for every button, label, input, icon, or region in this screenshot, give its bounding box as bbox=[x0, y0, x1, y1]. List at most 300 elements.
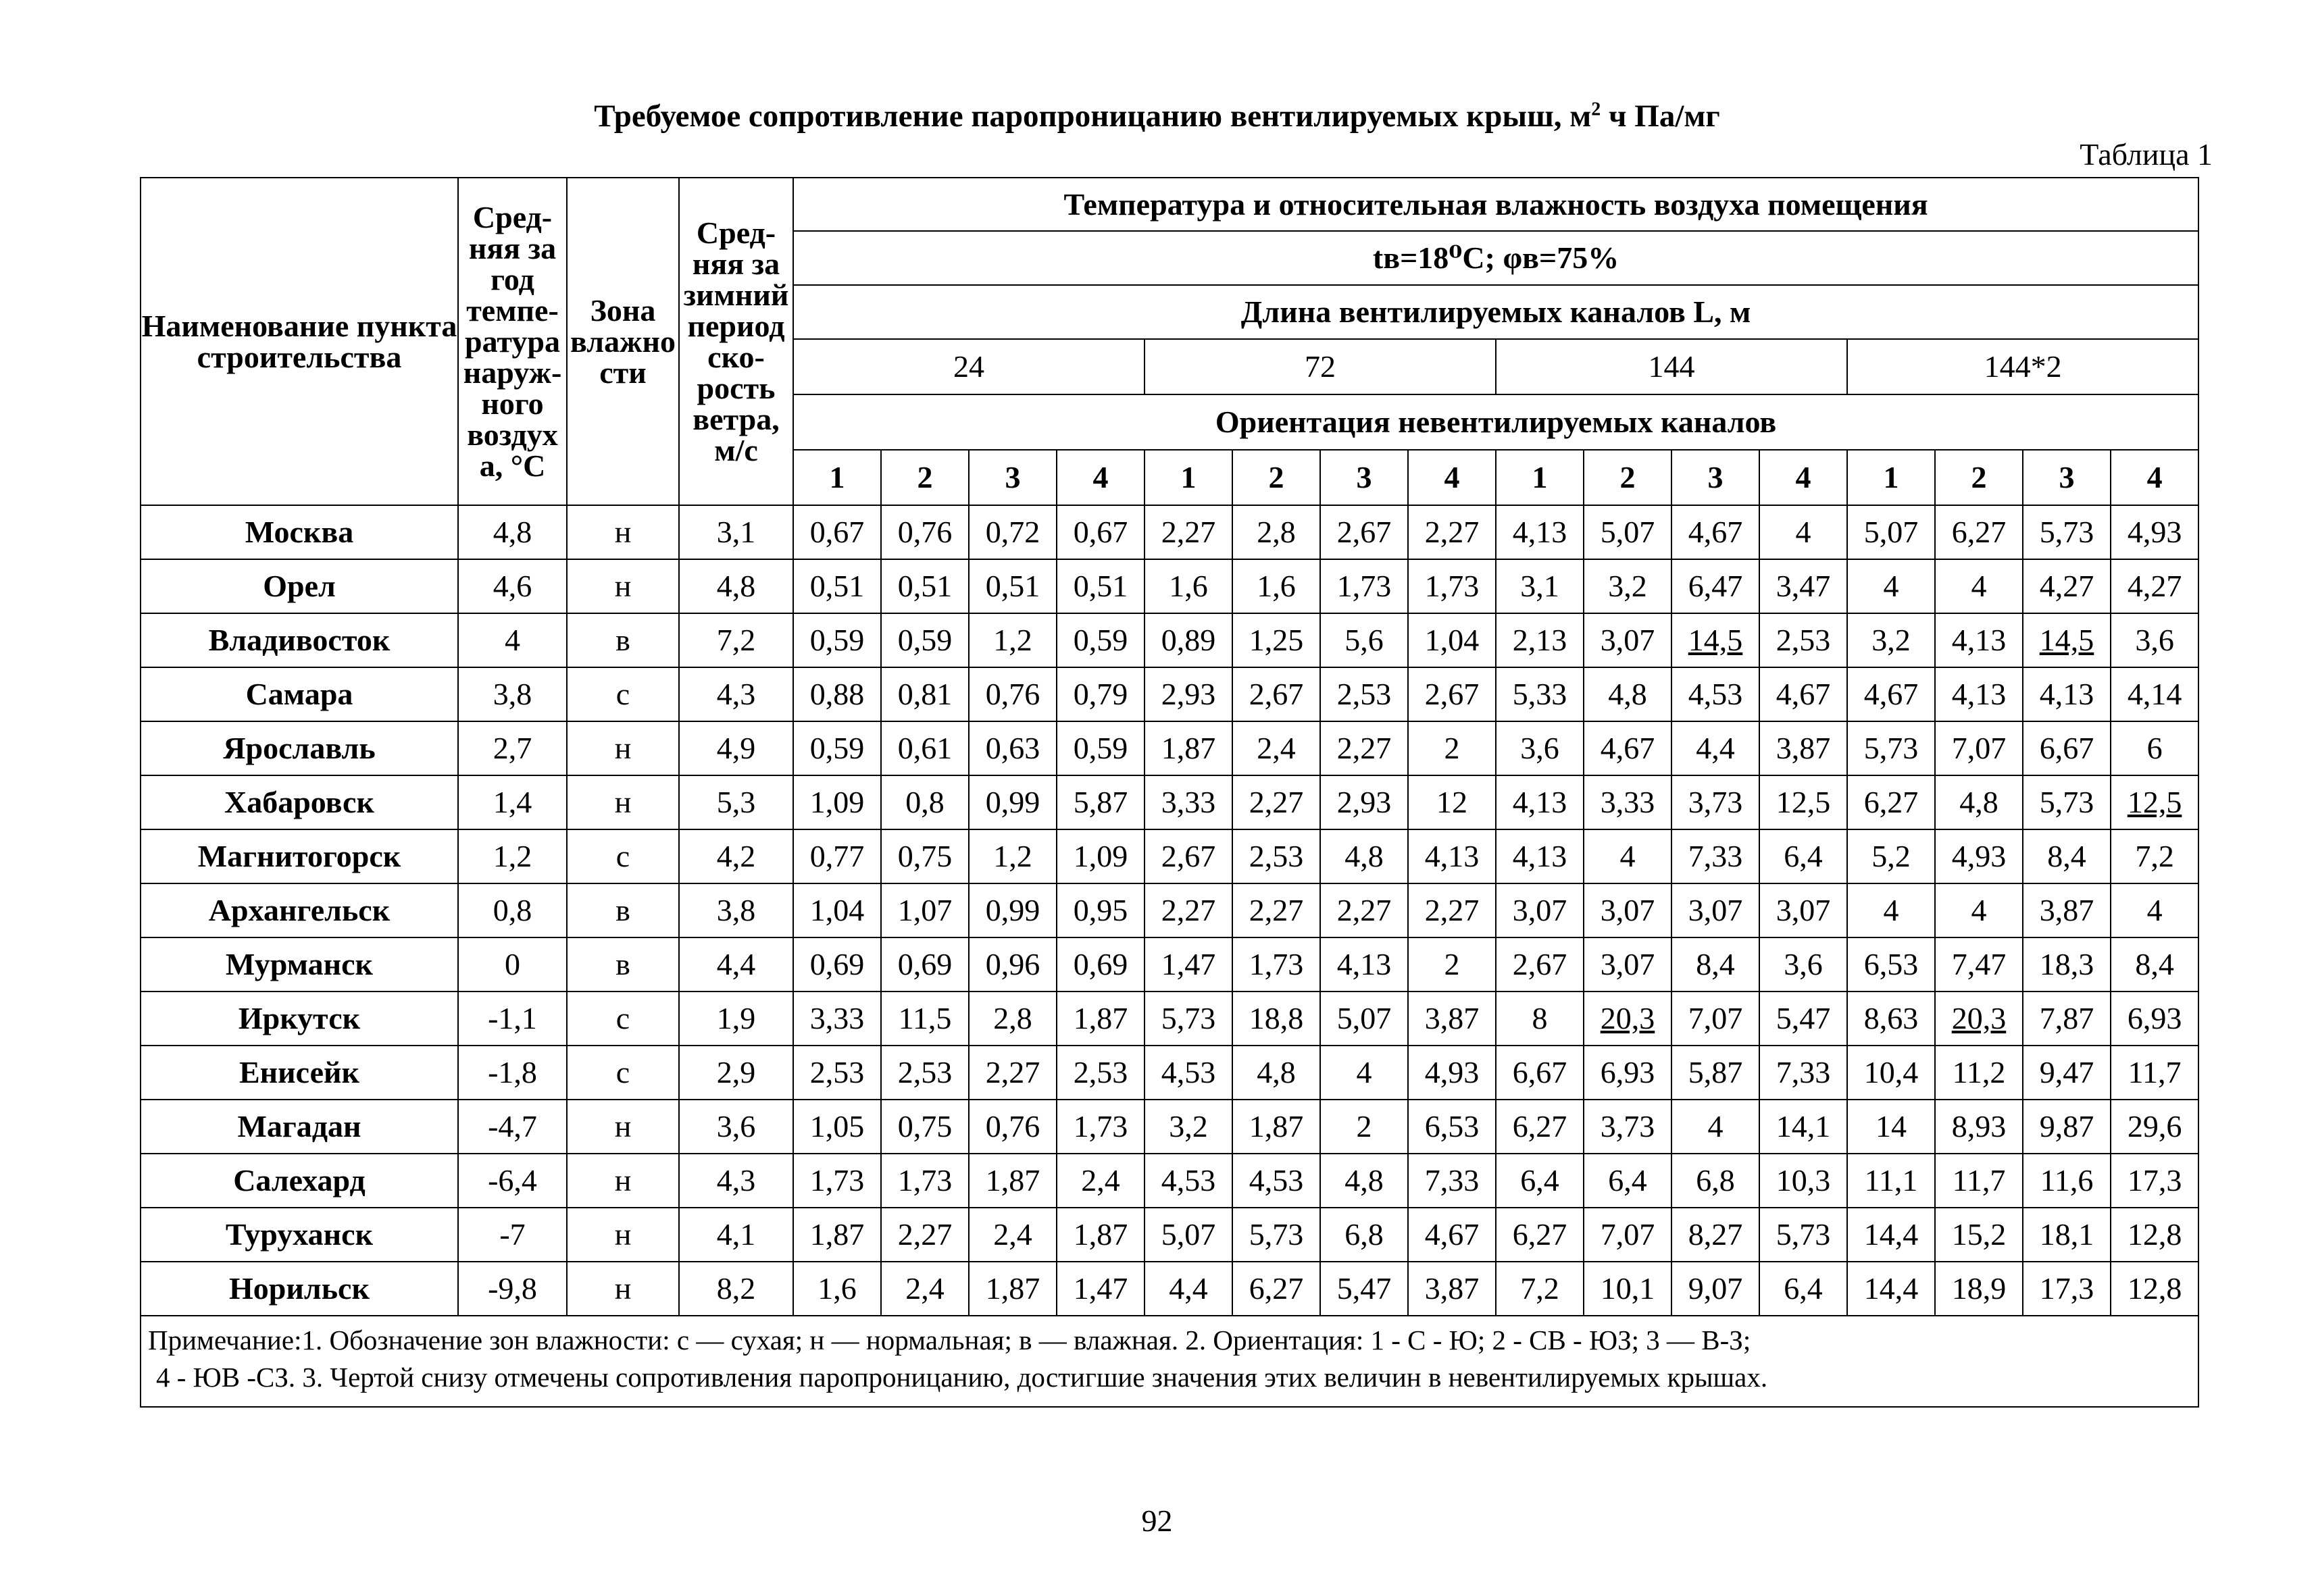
resistance-value: 3,07 bbox=[1759, 883, 1847, 937]
city-name: Магадан bbox=[141, 1100, 458, 1154]
resistance-value: 1,73 bbox=[793, 1154, 881, 1208]
resistance-value: 1,73 bbox=[1232, 937, 1320, 992]
resistance-value: 7,07 bbox=[1671, 992, 1759, 1046]
humidity-zone: н bbox=[567, 721, 679, 775]
city-name: Ярославль bbox=[141, 721, 458, 775]
resistance-value: 6,8 bbox=[1671, 1154, 1759, 1208]
resistance-value: 8,93 bbox=[1935, 1100, 2023, 1154]
resistance-value: 4 bbox=[1935, 559, 2023, 613]
resistance-value: 6 bbox=[2111, 721, 2198, 775]
orientation-number: 2 bbox=[1232, 450, 1320, 505]
resistance-value: 2,4 bbox=[881, 1262, 969, 1316]
city-name: Орел bbox=[141, 559, 458, 613]
resistance-value: 1,87 bbox=[1232, 1100, 1320, 1154]
resistance-value: 0,67 bbox=[1057, 505, 1145, 559]
resistance-value: 2,27 bbox=[881, 1208, 969, 1262]
resistance-value: 5,6 bbox=[1320, 613, 1408, 667]
resistance-value: 4,27 bbox=[2023, 559, 2111, 613]
resistance-value: 11,7 bbox=[2111, 1046, 2198, 1100]
resistance-value: 3,73 bbox=[1671, 775, 1759, 829]
resistance-value: 3,47 bbox=[1759, 559, 1847, 613]
humidity-zone: в bbox=[567, 883, 679, 937]
resistance-value: 7,47 bbox=[1935, 937, 2023, 992]
orientation-number: 2 bbox=[1935, 450, 2023, 505]
header-mean-temp: Сред-няя за год темпе-ратура наруж-ного воздух а, °С bbox=[458, 178, 567, 505]
resistance-value: 4,8 bbox=[1935, 775, 2023, 829]
orientation-number: 4 bbox=[1759, 450, 1847, 505]
resistance-value: 29,6 bbox=[2111, 1100, 2198, 1154]
resistance-value: 14,4 bbox=[1847, 1208, 1935, 1262]
humidity-zone: в bbox=[567, 613, 679, 667]
resistance-value: 4 bbox=[1847, 883, 1935, 937]
resistance-value: 3,6 bbox=[1496, 721, 1584, 775]
resistance-value: 10,1 bbox=[1584, 1262, 1671, 1316]
table-row bbox=[141, 613, 2198, 667]
resistance-value: 4,4 bbox=[1671, 721, 1759, 775]
resistance-value: 2,67 bbox=[1408, 667, 1496, 721]
resistance-value: 4,53 bbox=[1145, 1046, 1232, 1100]
resistance-value: 6,4 bbox=[1759, 1262, 1847, 1316]
wind-speed: 4,3 bbox=[679, 667, 793, 721]
humidity-zone: н bbox=[567, 559, 679, 613]
resistance-value: 7,2 bbox=[1496, 1262, 1584, 1316]
resistance-value: 1,6 bbox=[1145, 559, 1232, 613]
resistance-value: 3,6 bbox=[2111, 613, 2198, 667]
resistance-value: 0,59 bbox=[793, 613, 881, 667]
resistance-value: 14,4 bbox=[1847, 1262, 1935, 1316]
resistance-value: 3,87 bbox=[1408, 1262, 1496, 1316]
mean-temperature: 3,8 bbox=[458, 667, 567, 721]
resistance-value: 1,73 bbox=[1057, 1100, 1145, 1154]
resistance-value: 2,67 bbox=[1496, 937, 1584, 992]
resistance-value: 11,6 bbox=[2023, 1154, 2111, 1208]
resistance-value: 2,27 bbox=[1320, 883, 1408, 937]
resistance-value: 0,67 bbox=[793, 505, 881, 559]
resistance-value: 0,75 bbox=[881, 829, 969, 883]
length-72: 72 bbox=[1145, 339, 1496, 394]
resistance-value: 11,2 bbox=[1935, 1046, 2023, 1100]
resistance-value: 2,67 bbox=[1320, 505, 1408, 559]
city-name: Хабаровск bbox=[141, 775, 458, 829]
header-orientation: Ориентация невентилируемых каналов bbox=[793, 394, 2198, 450]
wind-speed: 8,2 bbox=[679, 1262, 793, 1316]
resistance-value: 3,87 bbox=[1759, 721, 1847, 775]
resistance-value: 2,13 bbox=[1496, 613, 1584, 667]
mean-temperature: 1,4 bbox=[458, 775, 567, 829]
resistance-value: 8,63 bbox=[1847, 992, 1935, 1046]
resistance-value: 3,73 bbox=[1584, 1100, 1671, 1154]
table-title bbox=[0, 98, 2314, 134]
resistance-value: 1,04 bbox=[793, 883, 881, 937]
resistance-value: 2,53 bbox=[881, 1046, 969, 1100]
city-name: Туруханск bbox=[141, 1208, 458, 1262]
resistance-value: 4,53 bbox=[1671, 667, 1759, 721]
resistance-value: 2,27 bbox=[1232, 883, 1320, 937]
city-name: Владивосток bbox=[141, 613, 458, 667]
wind-speed: 4,9 bbox=[679, 721, 793, 775]
resistance-value: 4,67 bbox=[1584, 721, 1671, 775]
resistance-value: 7,87 bbox=[2023, 992, 2111, 1046]
resistance-value: 2,93 bbox=[1320, 775, 1408, 829]
resistance-value: 4,13 bbox=[1496, 505, 1584, 559]
wind-speed: 3,6 bbox=[679, 1100, 793, 1154]
resistance-value: 4 bbox=[1320, 1046, 1408, 1100]
resistance-value: 0,51 bbox=[969, 559, 1057, 613]
resistance-value: 4 bbox=[2111, 883, 2198, 937]
resistance-value: 3,2 bbox=[1847, 613, 1935, 667]
orientation-number: 3 bbox=[1671, 450, 1759, 505]
resistance-value: 2,67 bbox=[1145, 829, 1232, 883]
length-144: 144 bbox=[1496, 339, 1847, 394]
resistance-value: 4,93 bbox=[2111, 505, 2198, 559]
resistance-value: 3,33 bbox=[793, 992, 881, 1046]
resistance-value: 5,07 bbox=[1320, 992, 1408, 1046]
wind-speed: 1,9 bbox=[679, 992, 793, 1046]
resistance-value: 1,47 bbox=[1145, 937, 1232, 992]
mean-temperature: 2,7 bbox=[458, 721, 567, 775]
resistance-value: 4 bbox=[1759, 505, 1847, 559]
resistance-value: 6,53 bbox=[1408, 1100, 1496, 1154]
resistance-value: 2,53 bbox=[1057, 1046, 1145, 1100]
resistance-value: 0,76 bbox=[881, 505, 969, 559]
resistance-value: 2,27 bbox=[1145, 883, 1232, 937]
resistance-value: 12 bbox=[1408, 775, 1496, 829]
resistance-value: 0,99 bbox=[969, 883, 1057, 937]
resistance-value: 2,53 bbox=[793, 1046, 881, 1100]
resistance-value: 4,13 bbox=[2023, 667, 2111, 721]
resistance-value: 10,4 bbox=[1847, 1046, 1935, 1100]
resistance-value: 1,73 bbox=[881, 1154, 969, 1208]
city-name: Енисейк bbox=[141, 1046, 458, 1100]
resistance-value: 6,27 bbox=[1847, 775, 1935, 829]
resistance-value: 4,53 bbox=[1145, 1154, 1232, 1208]
resistance-value: 7,33 bbox=[1671, 829, 1759, 883]
resistance-value: 4 bbox=[1584, 829, 1671, 883]
resistance-value: 0,59 bbox=[881, 613, 969, 667]
resistance-value: 1,05 bbox=[793, 1100, 881, 1154]
note-line-2: 4 - ЮВ -СЗ. 3. Чертой снизу отмечены сопротивления паропроницанию, достигшие значения этих величин в невентилируемых крышах. bbox=[156, 1362, 1768, 1393]
resistance-value: 4,13 bbox=[1496, 829, 1584, 883]
resistance-value: 2,67 bbox=[1232, 667, 1320, 721]
mean-temperature: 4,6 bbox=[458, 559, 567, 613]
resistance-value: 1,87 bbox=[1145, 721, 1232, 775]
resistance-value: 5,87 bbox=[1671, 1046, 1759, 1100]
city-name: Магнитогорск bbox=[141, 829, 458, 883]
title-units: ч Па/мг bbox=[1601, 99, 1720, 134]
resistance-value: 5,33 bbox=[1496, 667, 1584, 721]
orientation-number: 3 bbox=[1320, 450, 1408, 505]
resistance-value: 3,07 bbox=[1584, 883, 1671, 937]
table-row bbox=[141, 829, 2198, 883]
resistance-value: 2 bbox=[1408, 721, 1496, 775]
resistance-value: 2,53 bbox=[1232, 829, 1320, 883]
resistance-value: 3,07 bbox=[1584, 937, 1671, 992]
resistance-value: 6,27 bbox=[1232, 1262, 1320, 1316]
resistance-value: 2 bbox=[1320, 1100, 1408, 1154]
resistance-value: 2,8 bbox=[969, 992, 1057, 1046]
wind-speed: 3,1 bbox=[679, 505, 793, 559]
resistance-value: 3,33 bbox=[1145, 775, 1232, 829]
resistance-value: 2,93 bbox=[1145, 667, 1232, 721]
resistance-value: 7,33 bbox=[1759, 1046, 1847, 1100]
resistance-value: 17,3 bbox=[2023, 1262, 2111, 1316]
resistance-value: 1,09 bbox=[1057, 829, 1145, 883]
resistance-value: 6,53 bbox=[1847, 937, 1935, 992]
resistance-value: 0,51 bbox=[1057, 559, 1145, 613]
humidity-zone: н bbox=[567, 1154, 679, 1208]
resistance-value: 2,27 bbox=[1320, 721, 1408, 775]
resistance-value: 8,4 bbox=[2023, 829, 2111, 883]
resistance-value: 1,07 bbox=[881, 883, 969, 937]
resistance-value: 5,2 bbox=[1847, 829, 1935, 883]
resistance-value: 3,87 bbox=[1408, 992, 1496, 1046]
resistance-value: 1,2 bbox=[969, 829, 1057, 883]
resistance-value: 8,27 bbox=[1671, 1208, 1759, 1262]
table-row bbox=[141, 505, 2198, 559]
wind-speed: 4,4 bbox=[679, 937, 793, 992]
resistance-value: 4,8 bbox=[1320, 1154, 1408, 1208]
humidity-zone: н bbox=[567, 505, 679, 559]
resistance-value: 4,13 bbox=[1408, 829, 1496, 883]
resistance-value: 8 bbox=[1496, 992, 1584, 1046]
resistance-value: 0,88 bbox=[793, 667, 881, 721]
table-row bbox=[141, 883, 2198, 937]
table-row bbox=[141, 667, 2198, 721]
wind-speed: 5,3 bbox=[679, 775, 793, 829]
header-zone: Зона влажно сти bbox=[567, 178, 679, 505]
resistance-value: 0,69 bbox=[793, 937, 881, 992]
resistance-value: 5,73 bbox=[1847, 721, 1935, 775]
resistance-value: 0,51 bbox=[881, 559, 969, 613]
data-table bbox=[140, 177, 2199, 1408]
humidity-zone: с bbox=[567, 667, 679, 721]
wind-speed: 7,2 bbox=[679, 613, 793, 667]
wind-speed: 4,2 bbox=[679, 829, 793, 883]
resistance-value: 6,8 bbox=[1320, 1208, 1408, 1262]
resistance-value: 4,8 bbox=[1320, 829, 1408, 883]
length-24: 24 bbox=[793, 339, 1145, 394]
resistance-value: 2,27 bbox=[1232, 775, 1320, 829]
mean-temperature: 4,8 bbox=[458, 505, 567, 559]
resistance-value: 12,8 bbox=[2111, 1208, 2198, 1262]
mean-temperature: -6,4 bbox=[458, 1154, 567, 1208]
resistance-value: 4,8 bbox=[1232, 1046, 1320, 1100]
resistance-value: 0,69 bbox=[1057, 937, 1145, 992]
resistance-value: 1,87 bbox=[969, 1262, 1057, 1316]
resistance-value: 2 bbox=[1408, 937, 1496, 992]
resistance-value: 4,67 bbox=[1671, 505, 1759, 559]
table-row bbox=[141, 992, 2198, 1046]
city-name: Мурманск bbox=[141, 937, 458, 992]
resistance-value: 5,07 bbox=[1584, 505, 1671, 559]
resistance-value: 4,67 bbox=[1759, 667, 1847, 721]
resistance-value: 4,93 bbox=[1935, 829, 2023, 883]
resistance-value: 1,2 bbox=[969, 613, 1057, 667]
resistance-value: 9,87 bbox=[2023, 1100, 2111, 1154]
page-number: 92 bbox=[1141, 1503, 1173, 1538]
resistance-value: 0,59 bbox=[1057, 721, 1145, 775]
resistance-value: 4,8 bbox=[1584, 667, 1671, 721]
resistance-value: 4 bbox=[1935, 883, 2023, 937]
resistance-value: 0,72 bbox=[969, 505, 1057, 559]
mean-temperature: -7 bbox=[458, 1208, 567, 1262]
resistance-value: 14,5 bbox=[2023, 613, 2111, 667]
resistance-value: 1,09 bbox=[793, 775, 881, 829]
resistance-value: 5,87 bbox=[1057, 775, 1145, 829]
resistance-value: 0,81 bbox=[881, 667, 969, 721]
humidity-zone: н bbox=[567, 1262, 679, 1316]
resistance-value: 9,07 bbox=[1671, 1262, 1759, 1316]
resistance-value: 6,67 bbox=[1496, 1046, 1584, 1100]
table-row bbox=[141, 559, 2198, 613]
resistance-value: 0,79 bbox=[1057, 667, 1145, 721]
resistance-value: 0,59 bbox=[1057, 613, 1145, 667]
resistance-value: 14,1 bbox=[1759, 1100, 1847, 1154]
resistance-value: 6,27 bbox=[1496, 1208, 1584, 1262]
resistance-value: 4,67 bbox=[1408, 1208, 1496, 1262]
resistance-value: 4,27 bbox=[2111, 559, 2198, 613]
header-temp-humidity: Температура и относительная влажность воздуха помещения bbox=[793, 178, 2198, 231]
header-conditions: tв=18⁰С; φв=75% bbox=[793, 231, 2198, 285]
resistance-value: 6,67 bbox=[2023, 721, 2111, 775]
resistance-value: 0,89 bbox=[1145, 613, 1232, 667]
resistance-value: 4,67 bbox=[1847, 667, 1935, 721]
resistance-value: 8,4 bbox=[1671, 937, 1759, 992]
humidity-zone: н bbox=[567, 1208, 679, 1262]
resistance-value: 4,14 bbox=[2111, 667, 2198, 721]
resistance-value: 1,87 bbox=[793, 1208, 881, 1262]
resistance-value: 0,76 bbox=[969, 1100, 1057, 1154]
resistance-value: 6,27 bbox=[1935, 505, 2023, 559]
resistance-value: 9,47 bbox=[2023, 1046, 2111, 1100]
resistance-value: 14,5 bbox=[1671, 613, 1759, 667]
resistance-value: 1,87 bbox=[1057, 992, 1145, 1046]
resistance-value: 1,04 bbox=[1408, 613, 1496, 667]
humidity-zone: в bbox=[567, 937, 679, 992]
mean-temperature: -1,1 bbox=[458, 992, 567, 1046]
mean-temperature: 0,8 bbox=[458, 883, 567, 937]
resistance-value: 18,1 bbox=[2023, 1208, 2111, 1262]
humidity-zone: с bbox=[567, 829, 679, 883]
resistance-value: 0,59 bbox=[793, 721, 881, 775]
orientation-number: 1 bbox=[1847, 450, 1935, 505]
resistance-value: 11,1 bbox=[1847, 1154, 1935, 1208]
mean-temperature: 4 bbox=[458, 613, 567, 667]
city-name: Москва bbox=[141, 505, 458, 559]
resistance-value: 0,61 bbox=[881, 721, 969, 775]
resistance-value: 2,27 bbox=[1408, 505, 1496, 559]
table-row bbox=[141, 1100, 2198, 1154]
orientation-number: 1 bbox=[1496, 450, 1584, 505]
resistance-value: 8,4 bbox=[2111, 937, 2198, 992]
resistance-value: 11,5 bbox=[881, 992, 969, 1046]
wind-speed: 4,3 bbox=[679, 1154, 793, 1208]
resistance-value: 11,7 bbox=[1935, 1154, 2023, 1208]
resistance-value: 3,2 bbox=[1145, 1100, 1232, 1154]
resistance-value: 3,07 bbox=[1671, 883, 1759, 937]
header-channel-length: Длина вентилируемых каналов L, м bbox=[793, 285, 2198, 339]
resistance-value: 4,4 bbox=[1145, 1262, 1232, 1316]
resistance-value: 1,73 bbox=[1408, 559, 1496, 613]
resistance-value: 7,07 bbox=[1935, 721, 2023, 775]
resistance-value: 2,53 bbox=[1759, 613, 1847, 667]
wind-speed: 4,8 bbox=[679, 559, 793, 613]
resistance-value: 6,47 bbox=[1671, 559, 1759, 613]
mean-temperature: 0 bbox=[458, 937, 567, 992]
resistance-value: 0,69 bbox=[881, 937, 969, 992]
resistance-value: 0,75 bbox=[881, 1100, 969, 1154]
city-name: Норильск bbox=[141, 1262, 458, 1316]
resistance-value: 4,13 bbox=[1496, 775, 1584, 829]
orientation-number: 4 bbox=[1057, 450, 1145, 505]
resistance-value: 2,4 bbox=[969, 1208, 1057, 1262]
table-row bbox=[141, 1154, 2198, 1208]
orientation-number: 1 bbox=[1145, 450, 1232, 505]
resistance-value: 12,5 bbox=[1759, 775, 1847, 829]
resistance-value: 7,07 bbox=[1584, 1208, 1671, 1262]
resistance-value: 4,93 bbox=[1408, 1046, 1496, 1100]
resistance-value: 20,3 bbox=[1584, 992, 1671, 1046]
resistance-value: 5,07 bbox=[1847, 505, 1935, 559]
resistance-value: 3,87 bbox=[2023, 883, 2111, 937]
resistance-value: 6,93 bbox=[1584, 1046, 1671, 1100]
resistance-value: 7,33 bbox=[1408, 1154, 1496, 1208]
resistance-value: 3,2 bbox=[1584, 559, 1671, 613]
resistance-value: 2,27 bbox=[1408, 883, 1496, 937]
table-label: Таблица 1 bbox=[2080, 137, 2213, 172]
resistance-value: 2,4 bbox=[1057, 1154, 1145, 1208]
resistance-value: 6,4 bbox=[1759, 829, 1847, 883]
resistance-value: 12,8 bbox=[2111, 1262, 2198, 1316]
wind-speed: 3,8 bbox=[679, 883, 793, 937]
resistance-value: 3,6 bbox=[1759, 937, 1847, 992]
humidity-zone: н bbox=[567, 775, 679, 829]
resistance-value: 2,53 bbox=[1320, 667, 1408, 721]
resistance-value: 1,6 bbox=[1232, 559, 1320, 613]
resistance-value: 5,73 bbox=[2023, 505, 2111, 559]
humidity-zone: с bbox=[567, 1046, 679, 1100]
mean-temperature: -9,8 bbox=[458, 1262, 567, 1316]
resistance-value: 4,13 bbox=[1935, 613, 2023, 667]
resistance-value: 0,63 bbox=[969, 721, 1057, 775]
resistance-value: 5,07 bbox=[1145, 1208, 1232, 1262]
resistance-value: 0,76 bbox=[969, 667, 1057, 721]
title-superscript: 2 bbox=[1591, 99, 1601, 120]
header-wind: Сред-няя за зимний период ско-рость ветра, м/с bbox=[679, 178, 793, 505]
note-line-1: Примечание:1. Обозначение зон влажности: с — сухая; н — нормальная; в — влажная. 2. Ориентация: 1 - С - Ю; 2 - СВ - ЮЗ; 3 — В-З; bbox=[148, 1324, 1751, 1356]
resistance-value: 4 bbox=[1671, 1100, 1759, 1154]
orientation-number: 4 bbox=[1408, 450, 1496, 505]
resistance-value: 18,9 bbox=[1935, 1262, 2023, 1316]
resistance-value: 0,51 bbox=[793, 559, 881, 613]
resistance-value: 5,73 bbox=[1232, 1208, 1320, 1262]
resistance-value: 0,8 bbox=[881, 775, 969, 829]
resistance-value: 18,3 bbox=[2023, 937, 2111, 992]
resistance-value: 2,8 bbox=[1232, 505, 1320, 559]
resistance-value: 18,8 bbox=[1232, 992, 1320, 1046]
resistance-value: 0,96 bbox=[969, 937, 1057, 992]
resistance-value: 14 bbox=[1847, 1100, 1935, 1154]
orientation-number: 3 bbox=[969, 450, 1057, 505]
resistance-value: 5,47 bbox=[1759, 992, 1847, 1046]
resistance-value: 6,4 bbox=[1584, 1154, 1671, 1208]
resistance-value: 6,93 bbox=[2111, 992, 2198, 1046]
table-row bbox=[141, 775, 2198, 829]
wind-speed: 4,1 bbox=[679, 1208, 793, 1262]
resistance-value: 10,3 bbox=[1759, 1154, 1847, 1208]
city-name: Архангельск bbox=[141, 883, 458, 937]
resistance-value: 3,07 bbox=[1584, 613, 1671, 667]
